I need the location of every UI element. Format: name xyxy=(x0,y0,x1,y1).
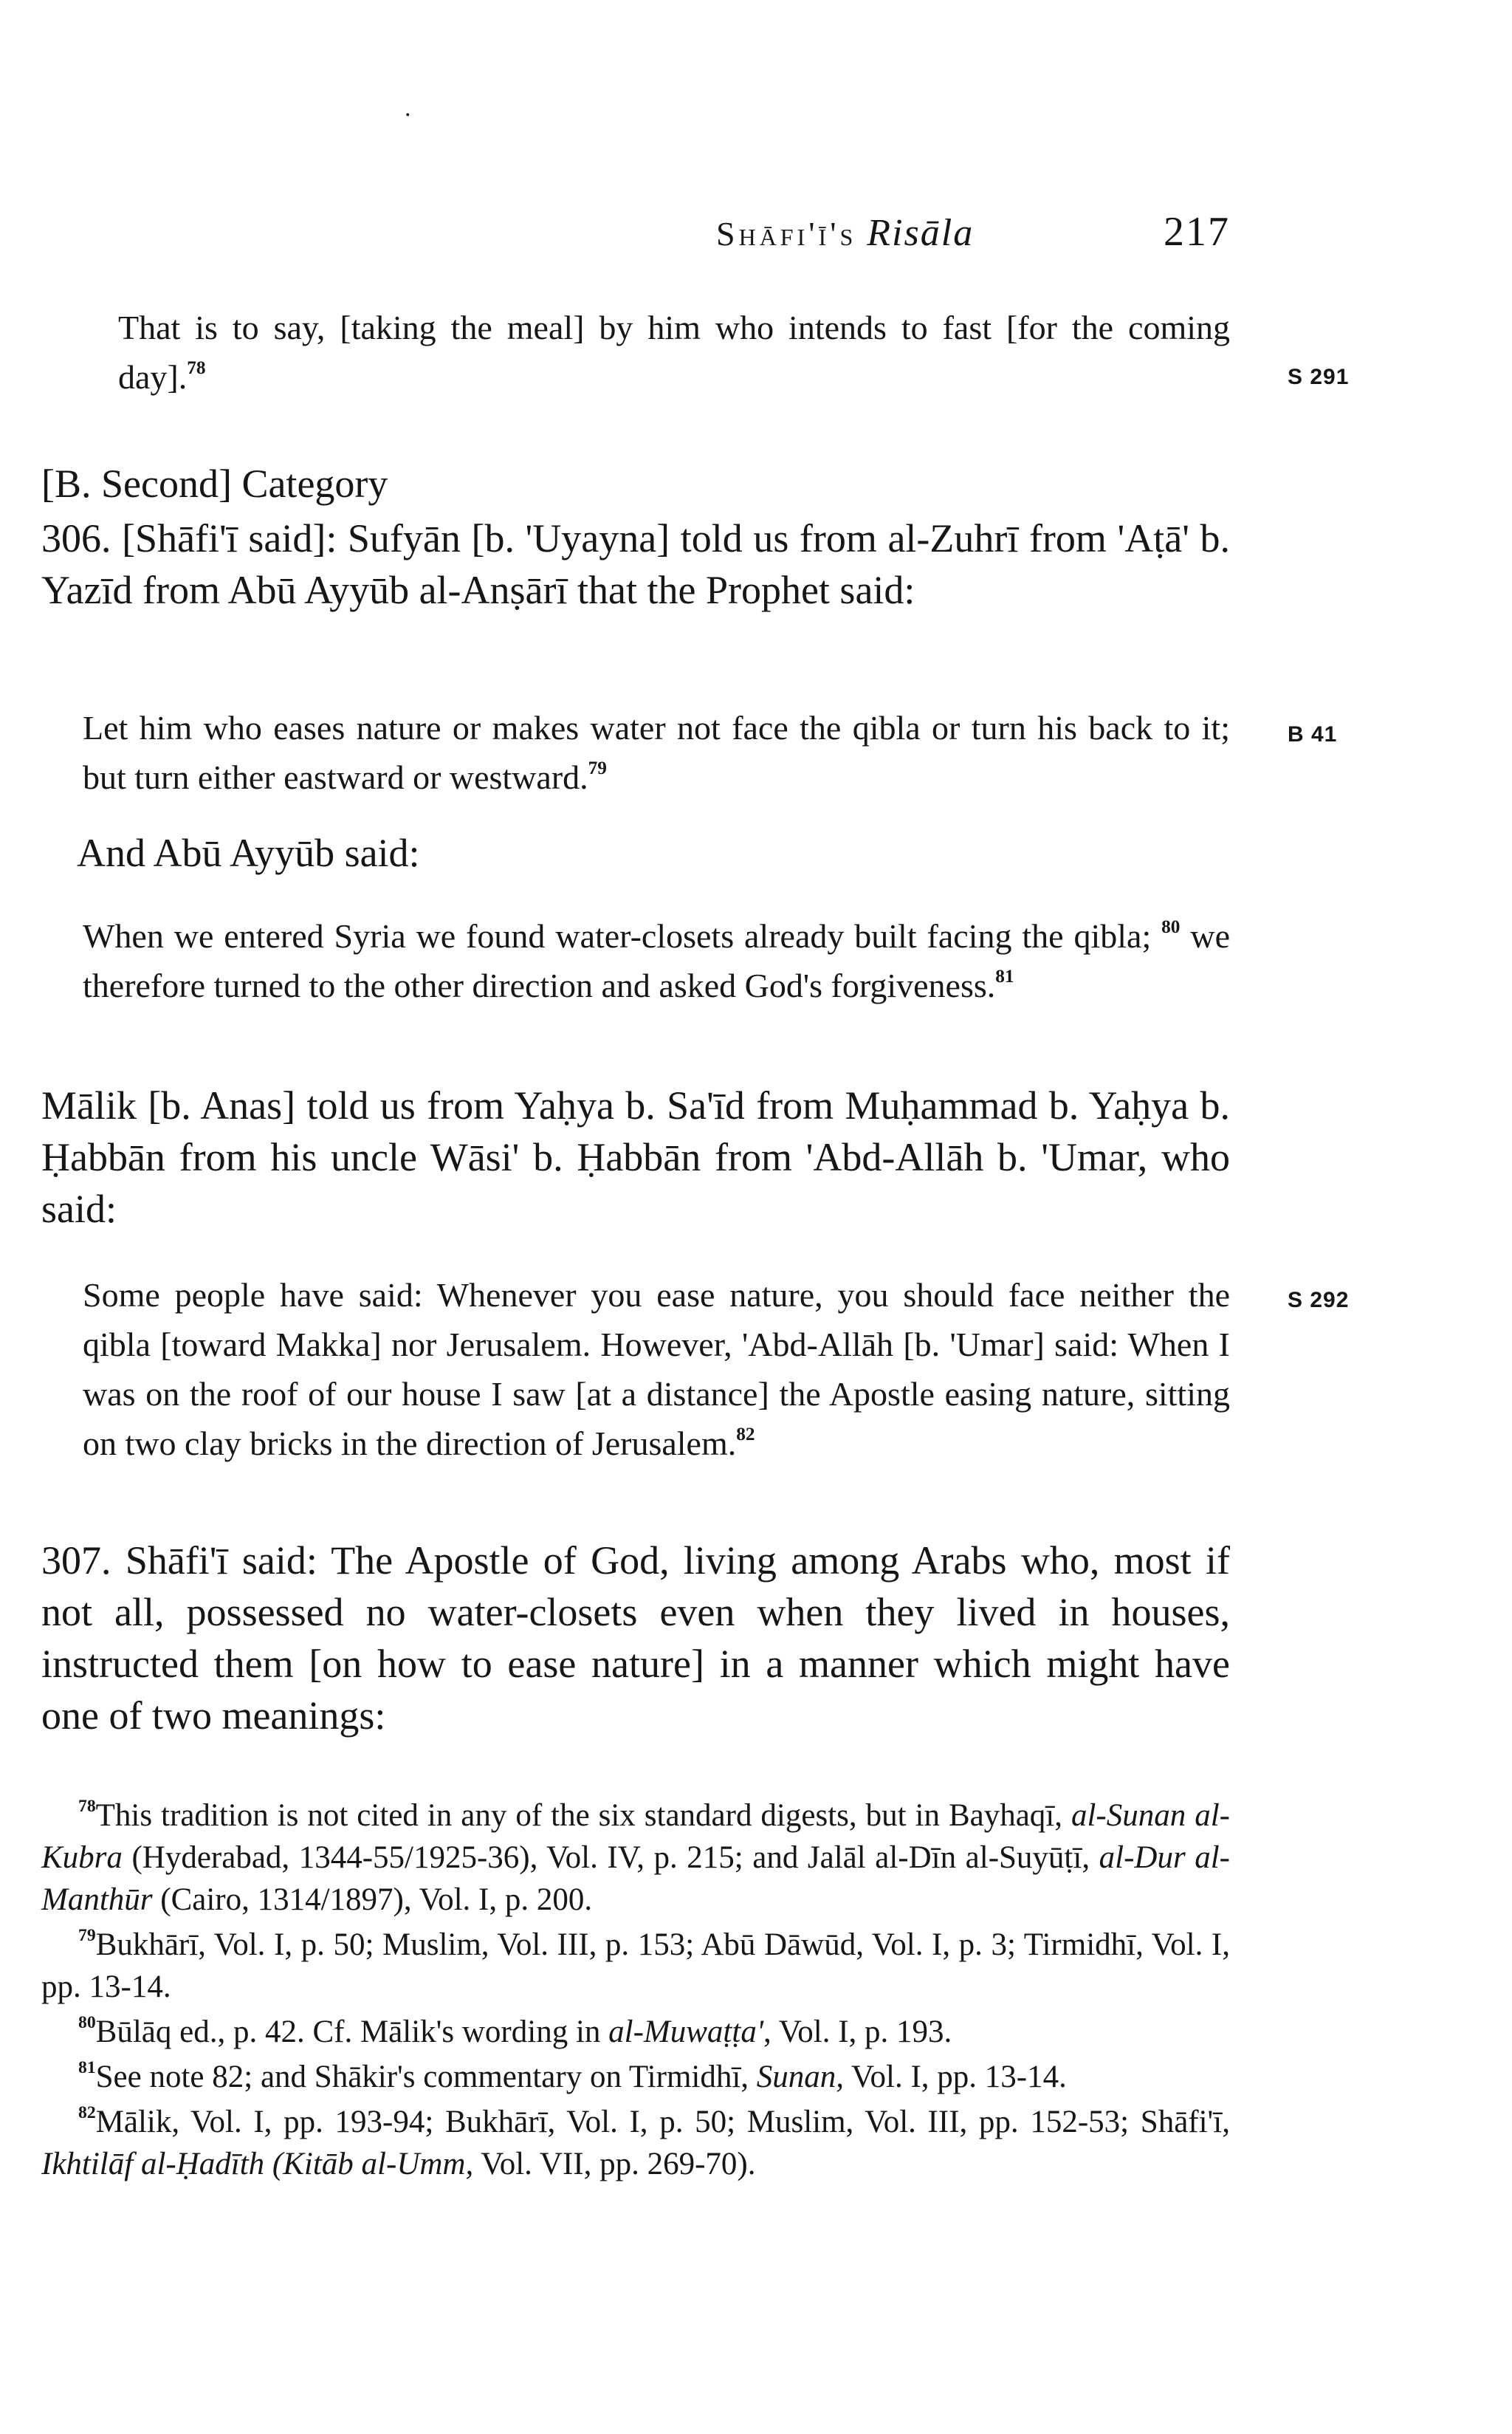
quote-text: Some people have said: Whenever you ease nature, you should face neither the qibla [toward Makka] nor Jerusalem. However, 'Abd-Allāh [b. 'Umar] said: When I was on the roof of our house I saw [at a distance] the Apostle easing nature, sitting on two clay bricks in the direction of Jerusalem. xyxy=(83,1276,1230,1462)
footnote-ref: 80 xyxy=(1161,916,1181,937)
paragraph-307: 307. Shāfi'ī said: The Apostle of God, living among Arabs who, most if not all, possessed no water-closets even when they lived in houses, instructed them [on how to ease nature] in a manner which might have one of two meanings: xyxy=(41,1538,1230,1738)
footnote-ref: 82 xyxy=(736,1423,755,1444)
footnote-number: 81 xyxy=(78,2058,96,2078)
footnote-text: Mālik, Vol. I, pp. 193-94; Bukhārī, Vol. I, p. 50; Muslim, Vol. III, pp. 152-53; Shāfi'ī, xyxy=(95,2105,1230,2139)
footnote-81 xyxy=(41,2056,1230,2098)
footnote-82 xyxy=(41,2101,1230,2185)
quote-syria xyxy=(83,911,1230,1010)
footnotes xyxy=(41,1794,1230,2188)
paragraph-fast-meal xyxy=(118,303,1230,402)
footnote-title: al-Muwaṭṭa' xyxy=(608,2015,764,2049)
quote-text-b: we therefore turned to the other direction and asked God's forgiveness. xyxy=(83,917,1231,1004)
footnote-number: 82 xyxy=(78,2103,96,2123)
footnote-ref: 81 xyxy=(995,965,1014,987)
footnote-text: , Vol. I, p. 193. xyxy=(763,2015,952,2049)
section-heading: [B. Second] Category xyxy=(41,462,388,506)
running-title-author: Shāfi'ī's xyxy=(716,215,857,253)
footnote-text: (Hyderabad, 1344-55/1925-36), Vol. IV, p. 215; and Jalāl al-Dīn al-Suyūṭī, xyxy=(122,1840,1099,1875)
quote-text-a: When we entered Syria we found water-closets already built facing the qibla; xyxy=(83,917,1152,955)
footnote-number: 78 xyxy=(78,1797,96,1817)
paragraph-306: 306. [Shāfi'ī said]: Sufyān [b. 'Uyayna] told us from al-Zuhrī from 'Aṭā' b. Yazīd from Abū Ayyūb al-Anṣārī that the Prophet said: xyxy=(41,516,1230,612)
footnote-79 xyxy=(41,1924,1230,2008)
footnote-text: Vol. I, pp. 13-14. xyxy=(844,2060,1067,2094)
footnote-80 xyxy=(41,2011,1230,2053)
footnote-number: 80 xyxy=(78,2013,96,2033)
footnote-ref: 78 xyxy=(187,357,206,378)
footnote-text: Bukhārī, Vol. I, p. 50; Muslim, Vol. III, p. 153; Abū Dāwūd, Vol. I, p. 3; Tirmidhī, Vol. I, pp. 13-14. xyxy=(41,1927,1230,2004)
paragraph-text: That is to say, [taking the meal] by him who intends to fast [for the coming day]. xyxy=(118,309,1230,396)
paragraph-malik: Mālik [b. Anas] told us from Yaḥya b. Sa'īd from Muḥammad b. Yaḥya b. Ḥabbān from his uncle Wāsi' b. Ḥabbān from 'Abd-Allāh b. 'Umar, who said: xyxy=(41,1083,1230,1231)
margin-ref-b41: B 41 xyxy=(1288,722,1338,747)
running-header xyxy=(716,208,1230,256)
footnote-78 xyxy=(41,1794,1230,1921)
running-title xyxy=(716,211,974,255)
quote-qibla xyxy=(83,703,1230,802)
quote-text: Let him who eases nature or makes water not face the qibla or turn his back to it; but turn either eastward or westward. xyxy=(83,709,1230,796)
footnote-ref: 79 xyxy=(588,757,607,778)
paragraph-abu-ayyub: And Abū Ayyūb said: xyxy=(77,831,420,875)
footnote-number: 79 xyxy=(78,1926,96,1946)
footnote-title: al-Sunan al-Kubra xyxy=(41,1798,1230,1875)
corner-mark: . xyxy=(405,95,411,122)
running-title-work: Risāla xyxy=(867,212,975,254)
footnote-title: Sunan, xyxy=(756,2060,845,2094)
footnote-text: See note 82; and Shākir's commentary on Tirmidhī, xyxy=(95,2060,757,2094)
footnote-title: Ikhtilāf al-Ḥadīth xyxy=(41,2147,265,2181)
quote-jerusalem xyxy=(83,1270,1230,1468)
margin-ref-s292: S 292 xyxy=(1288,1288,1350,1312)
page-number: 217 xyxy=(1164,209,1230,255)
margin-ref-s291: S 291 xyxy=(1288,365,1350,389)
footnote-title: (Kitāb al-Umm, xyxy=(272,2147,474,2181)
footnote-title: al-Dur al-Manthūr xyxy=(41,1840,1230,1917)
footnote-text: (Cairo, 1314/1897), Vol. I, p. 200. xyxy=(152,1882,593,1917)
footnote-text: Būlāq ed., p. 42. Cf. Mālik's wording in xyxy=(95,2015,609,2049)
footnote-text: Vol. VII, pp. 269-70). xyxy=(473,2147,756,2181)
footnote-text: This tradition is not cited in any of the six standard digests, but in Bayhaqī, xyxy=(95,1798,1071,1833)
footnote-text xyxy=(264,2147,272,2181)
